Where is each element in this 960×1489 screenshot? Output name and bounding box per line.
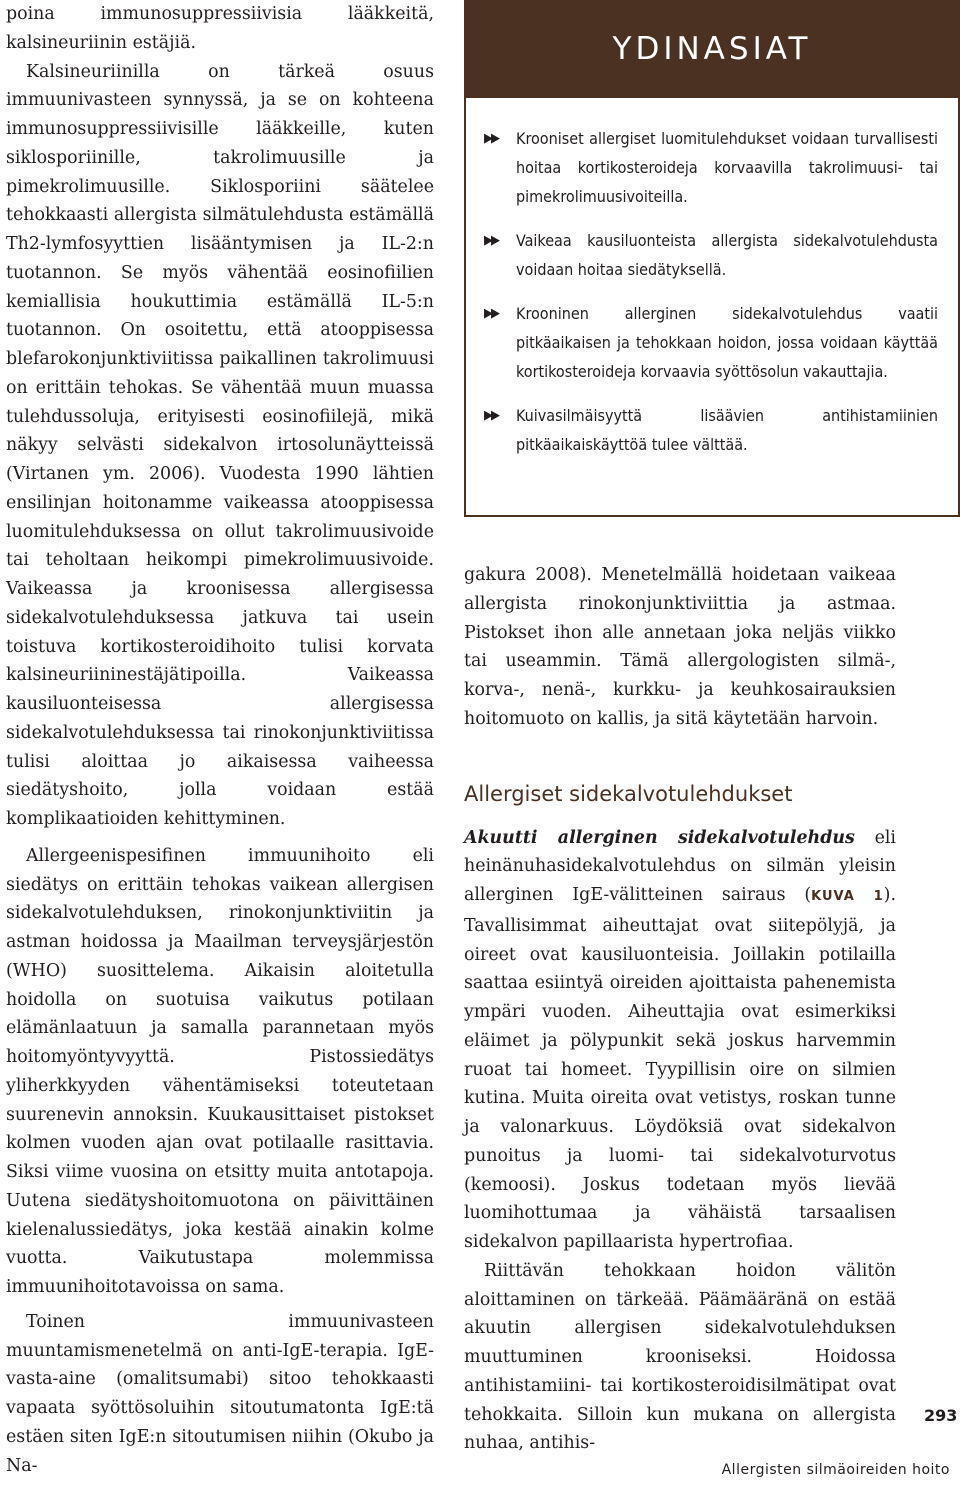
- right-column: [464, 561, 896, 1458]
- left-column: [6, 0, 434, 1480]
- lead-term: Akuutti allerginen sidekalvotulehdus: [464, 827, 855, 848]
- double-chevron-right-icon: ▶▶: [484, 306, 498, 321]
- key-point-item: ▶▶ Krooninen allerginen sidekalvotulehdus vaatii pitkäaikaisen ja tehokkaan hoidon, jossa voidaan käyttää kortikosteroideja korvaavia syöttösolun vakauttajia.: [480, 299, 938, 386]
- paragraph: gakura 2008). Menetelmällä hoidetaan vaikeaa allergista rinokonjunktiviittia ja astmaa. Pistokset ihon alle annetaan joka neljäs viikko tai useammin. Tämä allergologisten silmä-, korva-, nenä-, kurkku- ja keuhkosairauksien hoitomuoto on kallis, ja sitä käytetään harvoin.: [464, 565, 896, 729]
- page-number: 293: [924, 1406, 958, 1425]
- paragraph: Akuutti allerginen sidekalvotulehdus eli heinänuhasidekalvotulehdus on silmän yleisin allerginen IgE-välitteinen sairaus (KUVA 1). Tavallisimmat aiheuttajat ovat siitepölyjä, ja oireet ovat kausiluonteisia. Joillakin potilailla saattaa esiintyä oireiden ajoittaista pahenemista ympäri vuoden. Aiheuttajia ovat esimerkiksi eläimet ja pölypunkit sekä joskus harvemmin ruoat tai homeet. Tyypillisin oire on silmien kutina. Muita oireita ovat vetistys, roskan tunne ja valonarkuus. Löydöksiä ovat sidekalvon punoitus ja luomi- tai sidekalvoturvotus (kemoosi). Joskus todetaan myös lievää luomihottumaa ja vähäistä tarsaalisen sidekalvon papillaarista hypertrofiaa.: [464, 827, 896, 1252]
- key-point-item: ▶▶ Kuivasilmäisyyttä lisäävien antihistamiinien pitkäaikaiskäyttöä tulee välttää.: [480, 401, 938, 459]
- key-points-box: [464, 0, 960, 517]
- paragraph: Riittävän tehokkaan hoidon välitön aloittaminen on tärkeää. Päämääränä on estää akuutin allergisen sidekalvotulehduksen muuttuminen krooniseksi. Hoidossa antihistamiini- tai kortikosteroidisilmätipat ovat tehokkaita. Silloin kun mukana on allergista nuhaa, antihis-: [464, 1260, 896, 1454]
- key-point-item: ▶▶ Vaikeaa kausiluonteista allergista sidekalvotulehdusta voidaan hoitaa siedätyksellä.: [480, 226, 938, 284]
- key-points-list: [466, 98, 958, 459]
- paragraph: Kalsineuriinilla on tärkeä osuus immuunivasteen synnyssä, ja se on kohteena immunosuppressiivisille lääkkeille, kuten siklosporiinille, takrolimuusille ja pimekrolimuusille. Siklosporiini säätelee tehokkaasti allergista silmätulehdusta estämällä Th2-lymfosyyttien lisääntymisen ja IL-2:n tuotannon. Se myös vähentää eosinofiilien kemiallisia houkuttimia estämällä IL-5:n tuotannon. On osoitettu, että atooppisessa blefarokonjunktiviitissa paikallinen takrolimuusi on erittäin tehokas. Se vähentää muun muassa tulehdussoluja, erityisesti eosinofiilejä, mikä näkyy selvästi sidekalvon irtosolunäytteissä (Virtanen ym. 2006). Vuodesta 1990 lähtien ensilinjan hoitonamme vaikeassa atooppisessa luomitulehduksessa on ollut takrolimuusivoide tai teholtaan heikompi pimekrolimuusivoide. Vaikeassa ja kroonisessa allergisessa sidekalvotulehduksessa jatkuva tai usein toistuva kortikosteroidihoito tulisi korvata kalsineuriininestäjätipoilla. Vaikeassa kausiluonteisessa allergisessa sidekalvotulehduksessa tai rinokonjunktiviitissa tulisi aloittaa jo aikaisessa vaiheessa siedätyshoito, jolla voidaan estää komplikaatioiden kehittyminen.: [6, 61, 434, 829]
- section-heading: Allergiset sidekalvotulehdukset: [464, 781, 793, 806]
- paragraph: Allergeenispesifinen immuunihoito eli siedätys on erittäin tehokas vaikean allergisen sidekalvotulehduksen, rinokonjunktiviitin ja astman hoidossa ja Maailman terveysjärjestön (WHO) suosittelema. Aikaisin aloitetulla hoidolla on suotuisa vaikutus potilaan elämänlaatuun ja samalla parannetaan myös hoitomyöntyvyyttä. Pistossiedätys yliherkkyyden vähentämiseksi toteutetaan suurenevin annoksin. Kuukausittaiset pistokset kolmen vuoden ajan ovat potilaalle rasittavia. Siksi viime vuosina on etsitty muita antotapoja. Uutena siedätyshoitomuotona on päivittäinen kielenalussiedätys, joka kestää ainakin kolme vuotta. Vaikutustapa molemmissa immuunihoitotavoissa on sama.: [6, 845, 434, 1297]
- figure-reference: KUVA 1: [811, 889, 884, 904]
- double-chevron-right-icon: ▶▶: [484, 408, 498, 423]
- double-chevron-right-icon: ▶▶: [484, 131, 498, 146]
- key-point-item: ▶▶ Krooniset allergiset luomitulehdukset voidaan turvallisesti hoitaa kortikosteroideja korvaavilla takrolimuusi- tai pimekrolimuusivoiteilla.: [480, 124, 938, 211]
- double-chevron-right-icon: ▶▶: [484, 233, 498, 248]
- running-footer: Allergisten silmäoireiden hoito: [721, 1462, 950, 1478]
- paragraph: Toinen immuunivasteen muuntamismenetelmä on anti-IgE-terapia. IgE-vasta-aine (omalitsumabi) sitoo tehokkaasti vapaata syöttösoluihin sitoutumatonta IgE:tä estäen siten IgE:n sitoutumisen niihin (Okubo ja Na-: [6, 1311, 434, 1476]
- key-points-title: YDINASIAT: [466, 0, 958, 98]
- paragraph: poina immunosuppressiivisia lääkkeitä, kalsineuriinin estäjiä.: [6, 4, 434, 53]
